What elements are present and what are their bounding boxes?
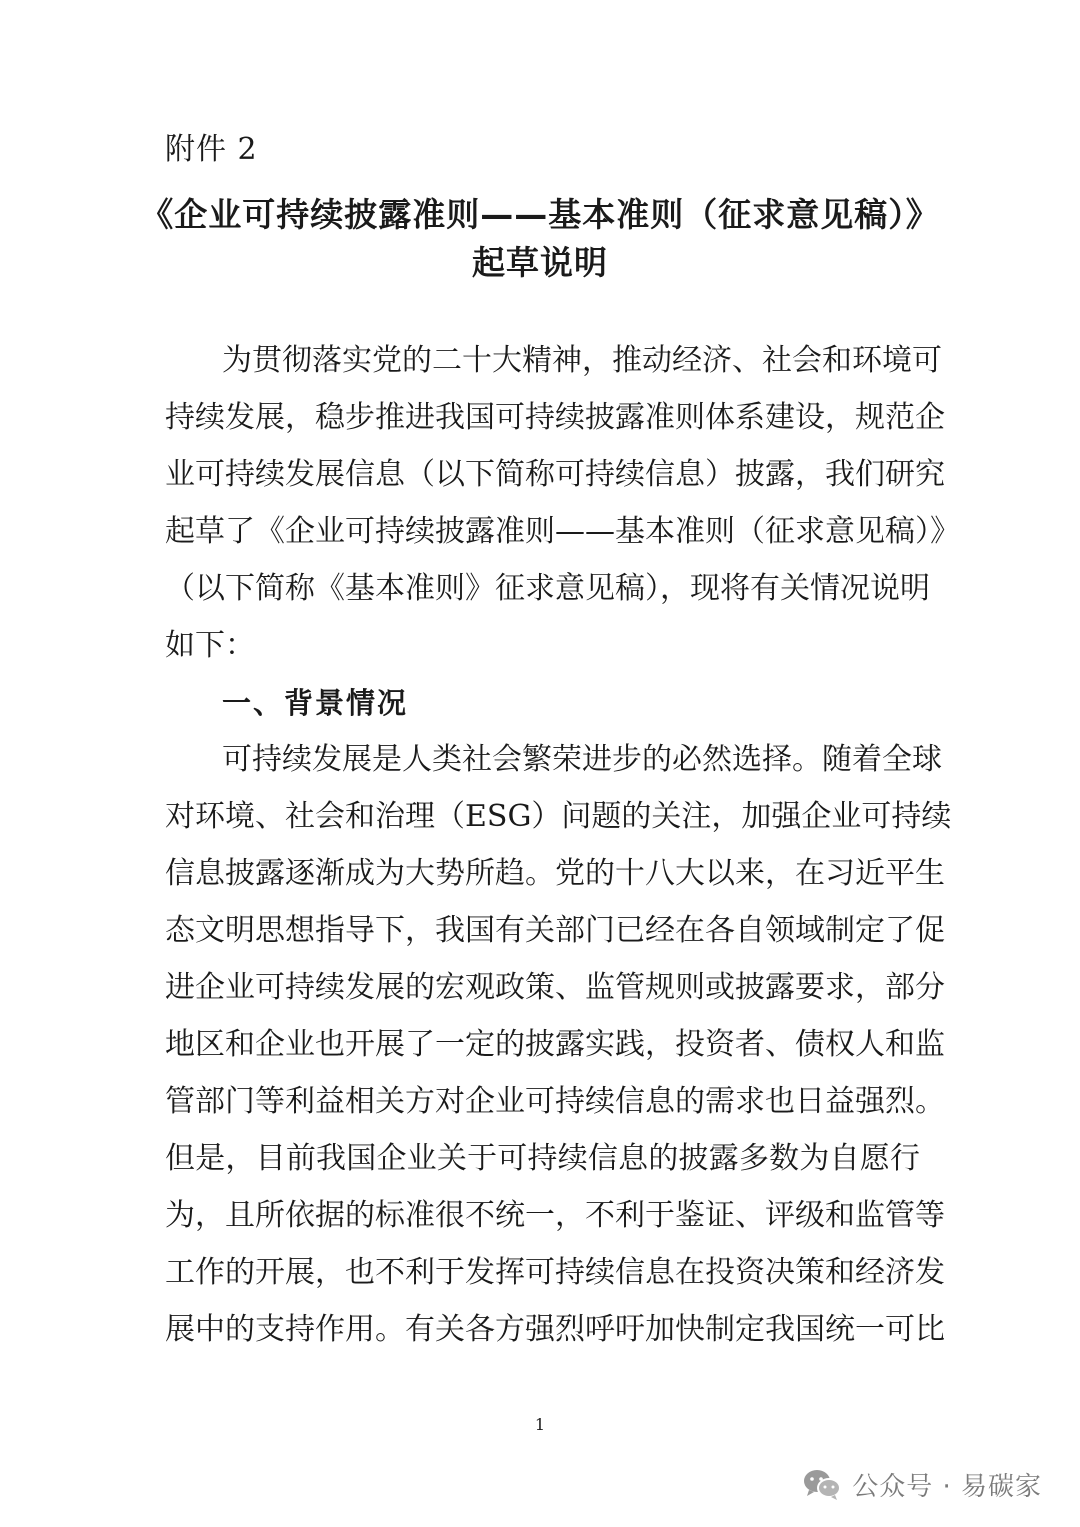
paragraph-line: 可持续发展是人类社会繁荣进步的必然选择。随着全球 — [222, 742, 942, 777]
paragraph-line: 信息披露逐渐成为大势所趋。党的十八大以来，在习近平生 — [165, 856, 945, 891]
paragraph-line: （以下简称《基本准则》征求意见稿），现将有关情况说明 — [165, 571, 930, 606]
paragraph-line: 对环境、社会和治理（ESG）问题的关注，加强企业可持续 — [165, 799, 952, 834]
paragraph-line: 展中的支持作用。有关各方强烈呼吁加快制定我国统一可比 — [165, 1312, 945, 1347]
paragraph-line: 为，且所依据的标准很不统一，不利于鉴证、评级和监管等 — [165, 1198, 945, 1233]
paragraph-line: 态文明思想指导下，我国有关部门已经在各自领域制定了促 — [165, 913, 945, 948]
document-title-line-2: 起草说明 — [472, 243, 608, 282]
section-heading: 一、背景情况 — [222, 686, 409, 720]
attachment-label: 附件 2 — [165, 132, 258, 167]
paragraph-line: 但是，目前我国企业关于可持续信息的披露多数为自愿行 — [165, 1141, 920, 1176]
page-number: 1 — [534, 1415, 546, 1434]
paragraph-line: 如下： — [165, 628, 255, 663]
paragraph-line: 进企业可持续发展的宏观政策、监管规则或披露要求，部分 — [165, 970, 945, 1005]
wechat-icon — [802, 1468, 842, 1502]
paragraph-line: 业可持续发展信息（以下简称可持续信息）披露，我们研究 — [165, 457, 945, 492]
paragraph-line: 起草了《企业可持续披露准则——基本准则（征求意见稿）》 — [165, 514, 960, 549]
watermark — [802, 1466, 1042, 1503]
paragraph-line: 持续发展，稳步推进我国可持续披露准则体系建设，规范企 — [165, 400, 945, 435]
paragraph-line: 地区和企业也开展了一定的披露实践，投资者、债权人和监 — [165, 1027, 945, 1062]
paragraph-line: 工作的开展，也不利于发挥可持续信息在投资决策和经济发 — [165, 1255, 945, 1290]
document-title-line-1: 《企业可持续披露准则——基本准则（征求意见稿）》 — [140, 195, 940, 234]
paragraph-line: 为贯彻落实党的二十大精神，推动经济、社会和环境可 — [222, 343, 942, 378]
watermark-text: 公众号 · 易碳家 — [852, 1472, 1042, 1502]
paragraph-line: 管部门等利益相关方对企业可持续信息的需求也日益强烈。 — [165, 1084, 945, 1119]
